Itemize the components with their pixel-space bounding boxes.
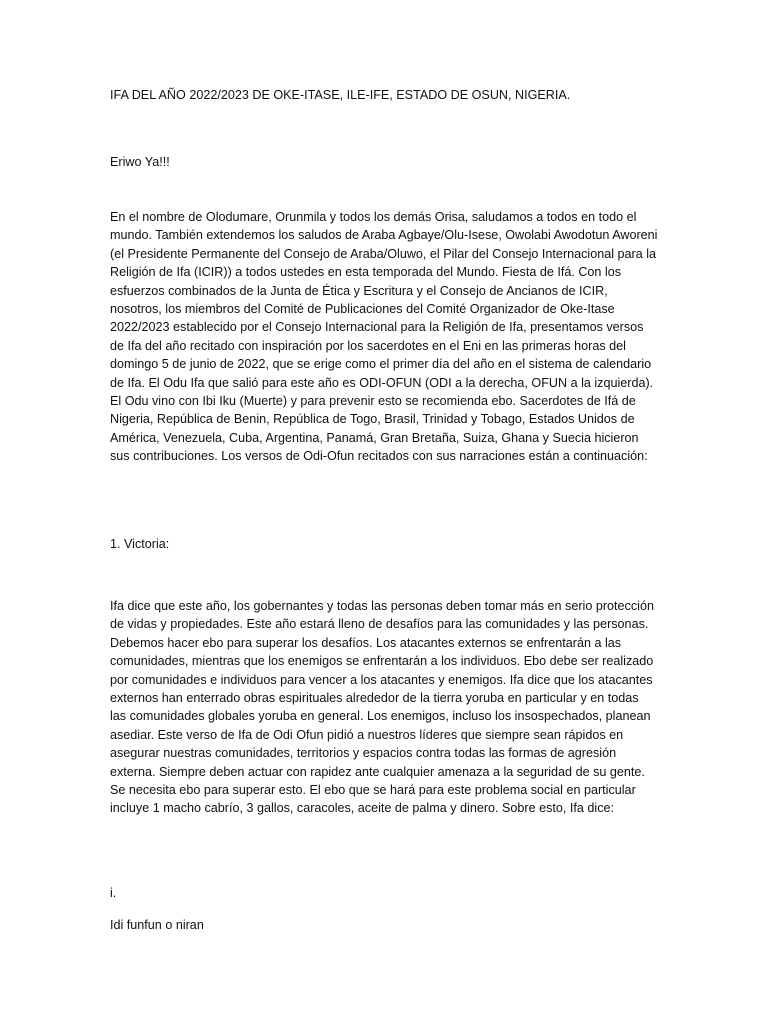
document-title: IFA DEL AÑO 2022/2023 DE OKE-ITASE, ILE-IFE, ESTADO DE OSUN, NIGERIA. bbox=[110, 88, 571, 102]
section-paragraph: Ifa dice que este año, los gobernantes y todas las personas deben tomar más en serio protección de vidas y propiedades. Este año estará lleno de desafíos para las comunidades y las personas. Debemos hacer ebo para superar los desafíos. Los atacantes externos se enfrentarán a las comunidades, mientras que los enemigos se enfrentarán a los individuos. Ebo debe ser realizado por comunidades e individuos para vencer a los atacantes y enemigos. Ifa dice que los atacantes externos han enterrado obras espirituales alrededor de la tierra yoruba en particular y en todas las comunidades globales yoruba en general. Los enemigos, incluso los insospechados, planean asediar. Este verso de Ifa de Odi Ofun pidió a nuestros líderes que siempre sean rápidos en asegurar nuestras comunidades, territorios y espacios contra todas las formas de agresión externa. Siempre deben actuar con rapidez ante cualquier amenaza a la seguridad de su gente. Se necesita ebo para superar esto. El ebo que se hará para este problema social en particular incluye 1 macho cabrío, 3 gallos, caracoles, aceite de palma y dinero. Sobre esto, Ifa dice: bbox=[110, 599, 654, 816]
verse-number: i. bbox=[110, 886, 117, 900]
verse-line: Idi funfun o niran bbox=[110, 918, 204, 932]
greeting: Eriwo Ya!!! bbox=[110, 155, 170, 169]
intro-paragraph: En el nombre de Olodumare, Orunmila y todos los demás Orisa, saludamos a todos en todo el mundo. También extendemos los saludos de Araba Agbaye/Olu-Isese, Owolabi Awodotun Aworeni (el Presidente Permanente del Consejo de Araba/Oluwo, el Pilar del Consejo Internacional para la Religión de Ifa (ICIR)) a todos ustedes en esta temporada del Mundo. Fiesta de Ifá. Con los esfuerzos combinados de la Junta de Ética y Escritura y el Consejo de Ancianos de ICIR, nosotros, los miembros del Comité de Publicaciones del Comité Organizador de Oke-Itase 2022/2023 establecido por el Consejo Internacional para la Religión de Ifa, presentamos versos de Ifa del año recitado con inspiración por los sacerdotes en el Eni en las primeras horas del domingo 5 de junio de 2022, que se erige como el primer día del año en el sistema de calendario de Ifa. El Odu Ifa que salió para este año es ODI-OFUN (ODI a la derecha, OFUN a la izquierda). El Odu vino con Ibi Iku (Muerte) y para prevenir esto se recomienda ebo. Sacerdotes de Ifá de Nigeria, República de Benin, República de Togo, Brasil, Trinidad y Tobago, Estados Unidos de América, Venezuela, Cuba, Argentina, Panamá, Gran Bretaña, Suiza, Ghana y Suecia hicieron sus contribuciones. Los versos de Odi-Ofun recitados con sus narraciones están a continuación: bbox=[110, 210, 658, 464]
section-heading: 1. Victoria: bbox=[110, 537, 170, 551]
